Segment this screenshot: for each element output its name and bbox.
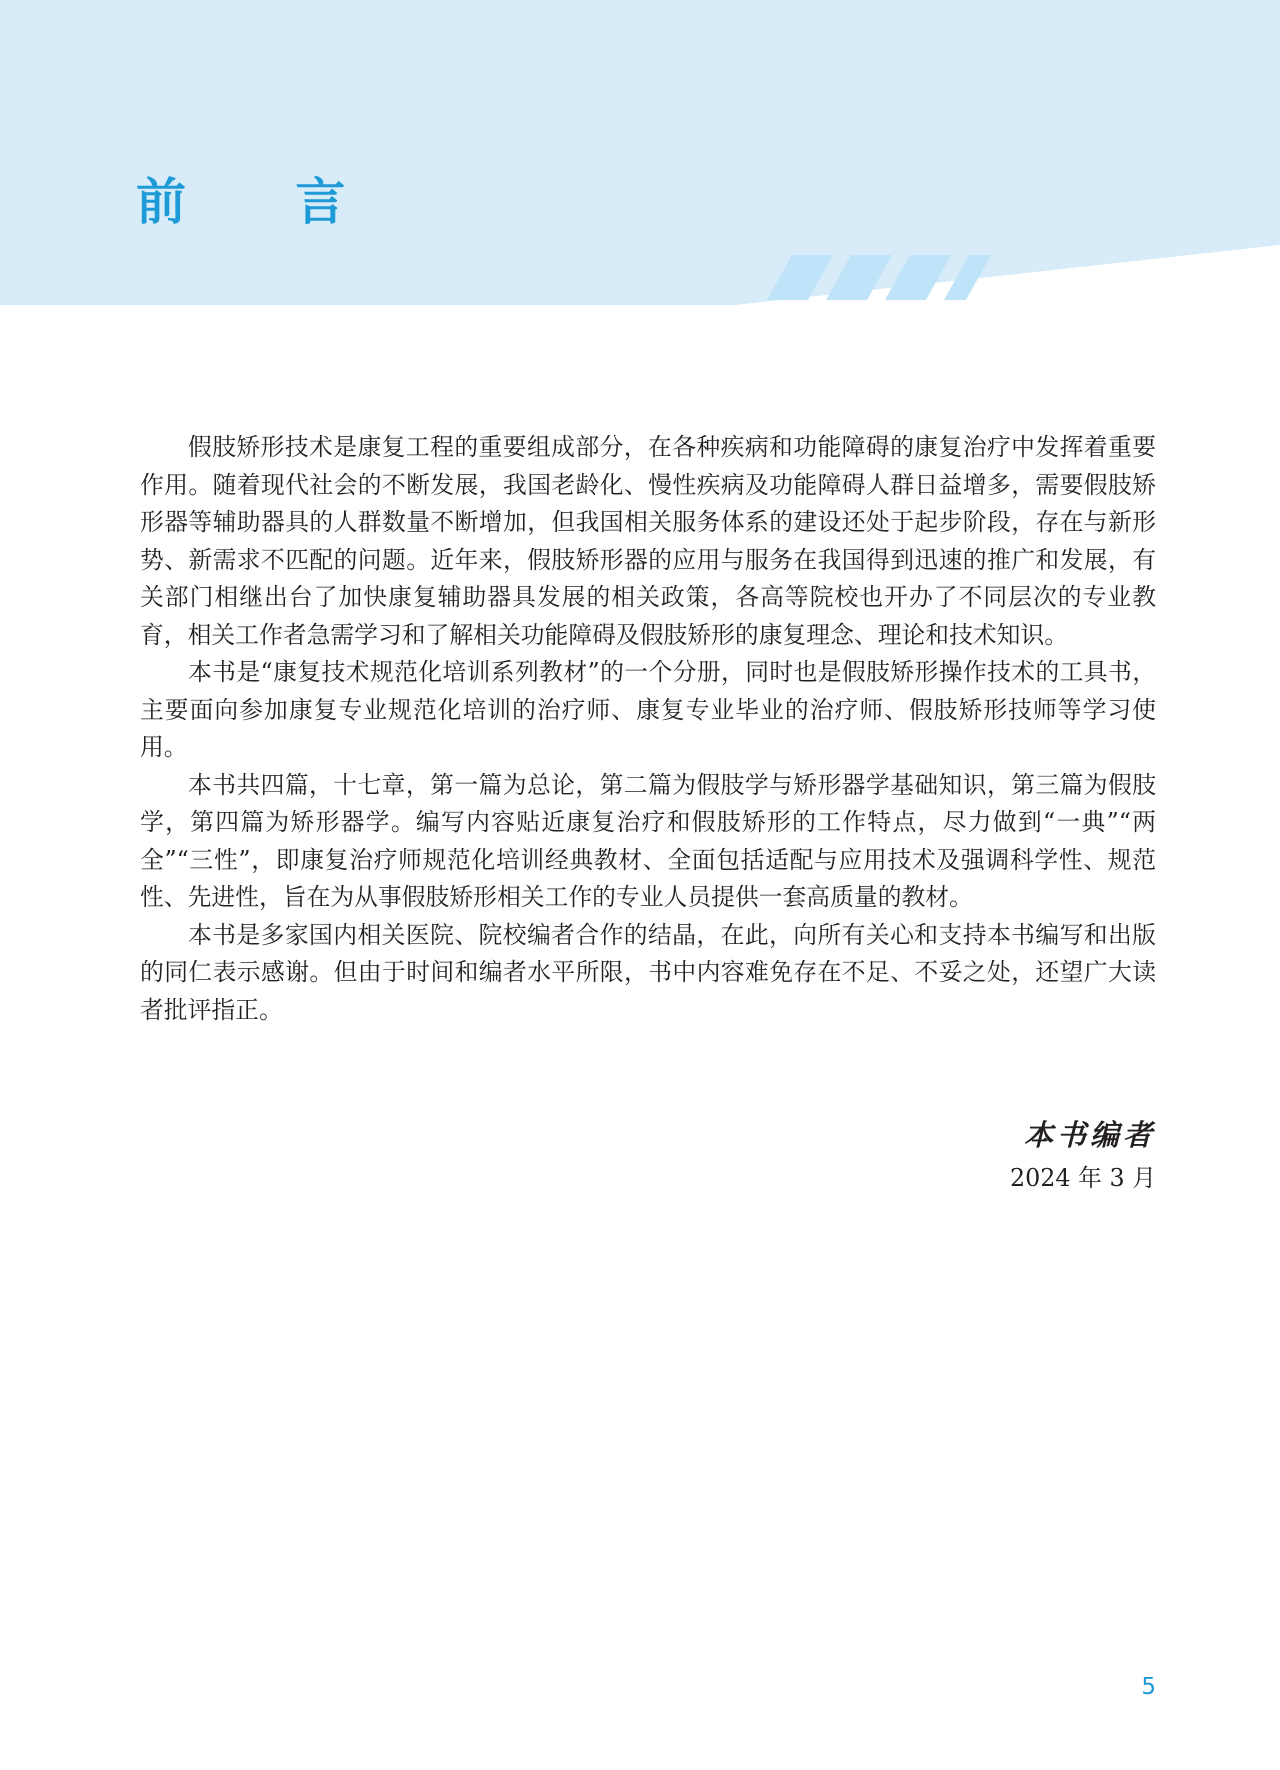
paragraph: 本书是多家国内相关医院、院校编者合作的结晶，在此，向所有关心和支持本书编写和出版的同仁表示感谢。但由于时间和编者水平所限，书中内容难免存在不足、不妥之处，还望广大读者批评指正。 — [140, 920, 1156, 1024]
signature-date: 2024 年 3 月 — [1010, 1164, 1156, 1192]
paragraph: 假肢矫形技术是康复工程的重要组成部分，在各种疾病和功能障碍的康复治疗中发挥着重要作用。随着现代社会的不断发展，我国老龄化、慢性疾病及功能障碍人群日益增多，需要假肢矫形器等辅助器具的人群数量不断增加，但我国相关服务体系的建设还处于起步阶段，存在与新形势、新需求不匹配的问题。近年来，假肢矫形器的应用与服务在我国得到迅速的推广和发展，有关部门相继出台了加快康复辅助器具发展的相关政策，各高等院校也开办了不同层次的专业教育，相关工作者急需学习和了解相关功能障碍及假肢矫形的康复理念、理论和技术知识。 — [140, 433, 1156, 649]
author-signature: 本书编者 — [1023, 1118, 1156, 1152]
page-number: 5 — [1141, 1674, 1156, 1700]
page-title: 前 言 — [136, 173, 392, 231]
preface-body — [140, 429, 1156, 1029]
paragraph: 本书共四篇，十七章，第一篇为总论，第二篇为假肢学与矫形器学基础知识，第三篇为假肢学，第四篇为矫形器学。编写内容贴近康复治疗和假肢矫形的工作特点，尽力做到“一典”“两全”“三性”，即康复治疗师规范化培训经典教材、全面包括适配与应用技术及强调科学性、规范性、先进性，旨在为从事假肢矫形相关工作的专业人员提供一套高质量的教材。 — [140, 770, 1156, 911]
header-stripe-1 — [767, 255, 833, 300]
header-decoration — [0, 0, 1280, 305]
paragraph: 本书是“康复技术规范化培训系列教材”的一个分册，同时也是假肢矫形操作技术的工具书，主要面向参加康复专业规范化培训的治疗师、康复专业毕业的治疗师、假肢矫形技师等学习使用。 — [140, 658, 1156, 761]
